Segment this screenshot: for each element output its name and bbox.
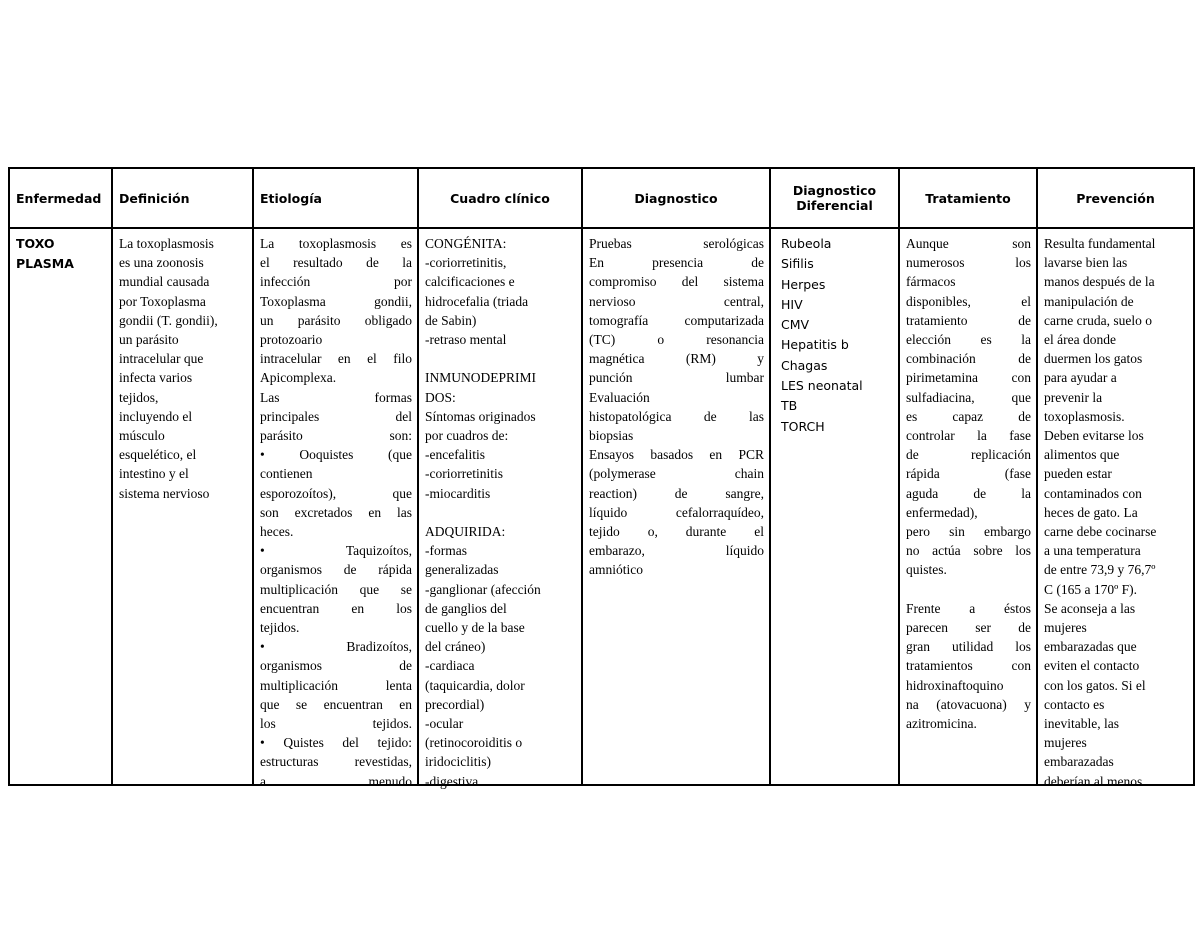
etiologia-line: • Ooquistes (que: [260, 447, 412, 463]
diagnostico-line: biopsias: [589, 428, 634, 444]
diagnostico-line: (polymerase chain: [589, 466, 764, 482]
cell-tratamiento: [899, 228, 1037, 785]
tratamiento-line: sulfadiacina, que: [906, 389, 1031, 405]
prevencion-line: embarazadas que: [1044, 639, 1137, 655]
tratamiento-line: na (atovacuona) y: [906, 696, 1031, 712]
header-cuadro-clinico: Cuadro clínico: [418, 168, 582, 228]
definicion-line: esquelético, el: [119, 447, 197, 463]
definicion-line: incluyendo el: [119, 408, 193, 424]
prevencion-line: de entre 73,9 y 76,7º: [1044, 562, 1156, 578]
cuadro-clinico-line: de Sabin): [425, 312, 477, 328]
prevencion-line: a una temperatura: [1044, 543, 1141, 559]
definicion-line: intestino y el: [119, 466, 189, 482]
cell-etiologia: [253, 228, 418, 789]
definicion-line: intracelular que: [119, 351, 204, 367]
header-tratamiento: Tratamiento: [899, 168, 1037, 228]
tratamiento-line: enfermedad),: [906, 504, 978, 520]
definicion-line: un parásito: [119, 332, 179, 348]
cell-enfermedad: [9, 228, 112, 785]
diagnostico-line: líquido cefalorraquídeo,: [589, 504, 764, 520]
tratamiento-line: elección es la: [906, 332, 1031, 348]
cuadro-clinico-line: cuello y de la base: [425, 620, 525, 636]
tratamiento-line: gran utilidad los: [906, 639, 1031, 655]
diagnostico-diferencial-line: CMV: [781, 317, 810, 333]
cuadro-clinico-line: (retinocoroiditis o: [425, 735, 523, 751]
diagnostico-diferencial-line: LES neonatal: [781, 378, 863, 394]
cuadro-clinico-line: iridociclitis): [425, 754, 491, 770]
etiologia-line: heces.: [260, 524, 294, 540]
prevencion-line: inevitable, las: [1044, 716, 1119, 732]
cuadro-clinico-line: -coriorretinitis: [425, 466, 503, 482]
diagnostico-diferencial-line: TORCH: [781, 418, 825, 434]
etiologia-line: contienen: [260, 466, 313, 482]
etiologia-line: organismos de: [260, 658, 412, 674]
definicion-line: es una zoonosis: [119, 255, 204, 271]
prevencion-line: manipulación de: [1044, 293, 1134, 309]
cuadro-clinico-line: -miocarditis: [425, 485, 491, 501]
etiologia-line: tejidos.: [260, 620, 300, 636]
tratamiento-line: Frente a éstos: [906, 600, 1031, 616]
prevencion-line: mujeres: [1044, 735, 1087, 751]
diagnostico-diferencial-line: Hepatitis b: [781, 337, 849, 353]
tratamiento-line: no actúa sobre los: [906, 543, 1031, 559]
cell-diagnostico: [582, 228, 770, 785]
cuadro-clinico-line: -encefalitis: [425, 447, 485, 463]
diagnostico-line: punción lumbar: [589, 370, 764, 386]
diagnostico-line: Pruebas serológicas: [589, 236, 764, 251]
cuadro-clinico-line: -formas: [425, 543, 467, 559]
prevencion-line: eviten el contacto: [1044, 658, 1140, 674]
diagnostico-line: magnética (RM) y: [589, 351, 764, 367]
etiologia-line: los tejidos.: [260, 716, 412, 732]
etiologia-line: principales del: [260, 408, 412, 424]
etiologia-line: esporozoítos), que: [260, 485, 412, 501]
etiologia-line: Las formas: [260, 389, 412, 405]
tratamiento-line: rápida (fase: [906, 466, 1031, 482]
tratamiento-line: azitromicina.: [906, 716, 977, 732]
prevencion-line: carne cruda, suelo o: [1044, 312, 1152, 328]
blank-line: [425, 503, 576, 522]
prevencion-line: C (165 a 170º F).: [1044, 581, 1138, 597]
etiologia-line: a menudo: [260, 773, 412, 789]
tratamiento-line: aguda de la: [906, 485, 1031, 501]
tratamiento-line: parecen ser de: [906, 620, 1031, 636]
definicion-line: sistema nervioso: [119, 485, 210, 501]
prevencion-line: con los gatos. Si el: [1044, 677, 1146, 693]
cuadro-clinico-line: ADQUIRIDA:: [425, 524, 506, 540]
enfermedad-line: TOXO: [16, 236, 55, 251]
diagnostico-diferencial-line: Chagas: [781, 357, 828, 373]
tratamiento-line: pirimetamina con: [906, 370, 1031, 386]
tratamiento-line: hidroxinaftoquino: [906, 677, 1004, 693]
blank-line: [906, 580, 1031, 599]
diagnostico-line: tomografía computarizada: [589, 312, 764, 328]
cuadro-clinico-line: del cráneo): [425, 639, 486, 655]
cuadro-clinico-line: CONGÉNITA:: [425, 236, 507, 251]
etiologia-line: organismos de rápida: [260, 562, 412, 578]
prevencion-line: contacto es: [1044, 696, 1105, 712]
definicion-line: tejidos,: [119, 389, 159, 405]
prevencion-line: para ayudar a: [1044, 370, 1117, 386]
diagnostico-diferencial-line: Rubeola: [781, 236, 832, 251]
diagnostico-diferencial-line: Sifilis: [781, 256, 814, 272]
etiologia-line: el resultado de la: [260, 255, 412, 271]
diagnostico-line: reaction) de sangre,: [589, 485, 764, 501]
header-enfermedad: Enfermedad: [9, 168, 112, 228]
etiologia-line: La toxoplasmosis es: [260, 236, 412, 251]
cuadro-clinico-line: -ganglionar (afección: [425, 581, 541, 597]
diagnostico-line: amniótico: [589, 562, 643, 578]
prevencion-line: Se aconseja a las: [1044, 600, 1136, 616]
etiologia-line: estructuras revestidas,: [260, 754, 412, 770]
tratamiento-line: pero sin embargo: [906, 524, 1031, 540]
disease-table: [8, 167, 1195, 789]
tratamiento-line: tratamiento de: [906, 312, 1031, 328]
diagnostico-line: compromiso del sistema: [589, 274, 764, 290]
cuadro-clinico-line: -coriorretinitis,: [425, 255, 507, 271]
prevencion-line: duermen los gatos: [1044, 351, 1143, 367]
prevencion-line: contaminados con: [1044, 485, 1142, 501]
prevencion-line: manos después de la: [1044, 274, 1155, 290]
etiologia-line: son excretados en las: [260, 504, 412, 520]
tratamiento-line: fármacos: [906, 274, 956, 290]
etiologia-line: encuentran en los: [260, 600, 412, 616]
prevencion-line: Resulta fundamental: [1044, 236, 1156, 251]
header-prevencion: Prevención: [1037, 168, 1194, 228]
prevencion-line: deberían al menos: [1044, 773, 1143, 789]
cuadro-clinico-line: INMUNODEPRIMI: [425, 370, 536, 386]
cuadro-clinico-line: generalizadas: [425, 562, 499, 578]
etiologia-line: • Quistes del tejido:: [260, 735, 412, 751]
tratamiento-line: Aunque son: [906, 236, 1031, 251]
prevencion-line: Deben evitarse los: [1044, 428, 1144, 444]
etiologia-line: multiplicación lenta: [260, 677, 412, 693]
prevencion-line: embarazadas: [1044, 754, 1114, 770]
prevencion-line: carne debe cocinarse: [1044, 524, 1157, 540]
etiologia-line: que se encuentran en: [260, 696, 412, 712]
enfermedad-line: PLASMA: [16, 256, 74, 272]
diagnostico-line: Ensayos basados en PCR: [589, 447, 764, 463]
diagnostico-diferencial-line: TB: [781, 398, 798, 414]
header-diagnostico-diferencial: Diagnostico Diferencial: [770, 168, 899, 228]
tratamiento-line: numerosos los: [906, 255, 1031, 271]
definicion-line: por Toxoplasma: [119, 293, 206, 309]
definicion-line: infecta varios: [119, 370, 193, 386]
definicion-line: mundial causada: [119, 274, 210, 290]
cuadro-clinico-line: DOS:: [425, 389, 456, 405]
prevencion-line: el área donde: [1044, 332, 1116, 348]
etiologia-line: multiplicación que se: [260, 581, 412, 597]
tratamiento-line: controlar la fase: [906, 428, 1031, 444]
etiologia-line: Apicomplexa.: [260, 370, 337, 386]
cuadro-clinico-line: precordial): [425, 696, 485, 712]
cuadro-clinico-line: -cardiaca: [425, 658, 475, 674]
header-row: [9, 168, 1194, 228]
etiologia-line: un parásito obligado: [260, 312, 412, 328]
etiologia-line: • Taquizoítos,: [260, 543, 412, 559]
cuadro-clinico-line: -digestiva: [425, 773, 479, 789]
diagnostico-line: embarazo, líquido: [589, 543, 764, 559]
diagnostico-line: nervioso central,: [589, 293, 764, 309]
cuadro-clinico-line: Síntomas originados: [425, 408, 536, 424]
definicion-line: La toxoplasmosis: [119, 236, 214, 251]
cell-prevencion: [1037, 228, 1194, 789]
etiologia-line: protozoario: [260, 332, 323, 348]
tratamiento-line: tratamientos con: [906, 658, 1031, 674]
tratamiento-line: combinación de: [906, 351, 1031, 367]
table-row: [9, 228, 1194, 785]
prevencion-line: mujeres: [1044, 620, 1087, 636]
header-definicion: Definición: [112, 168, 253, 228]
tratamiento-line: quistes.: [906, 562, 947, 578]
definicion-line: gondii (T. gondii),: [119, 312, 218, 328]
diagnostico-line: tejido o, durante el: [589, 524, 764, 540]
cell-cuadro-clinico: [418, 228, 582, 789]
etiologia-line: parásito son:: [260, 428, 412, 444]
prevencion-line: alimentos que: [1044, 447, 1120, 463]
cell-definicion: [112, 228, 253, 785]
prevencion-line: toxoplasmosis.: [1044, 408, 1125, 424]
header-diagnostico: Diagnostico: [582, 168, 770, 228]
prevencion-line: heces de gato. La: [1044, 504, 1138, 520]
tratamiento-line: disponibles, el: [906, 293, 1031, 309]
diagnostico-line: (TC) o resonancia: [589, 332, 764, 348]
etiologia-line: • Bradizoítos,: [260, 639, 412, 655]
header-etiologia: Etiología: [253, 168, 418, 228]
diagnostico-line: Evaluación: [589, 389, 650, 405]
etiologia-line: Toxoplasma gondii,: [260, 293, 412, 309]
tratamiento-line: es capaz de: [906, 408, 1031, 424]
definicion-line: músculo: [119, 428, 165, 444]
cuadro-clinico-line: (taquicardia, dolor: [425, 677, 525, 693]
tratamiento-line: de replicación: [906, 447, 1031, 463]
prevencion-line: pueden estar: [1044, 466, 1112, 482]
diagnostico-line: En presencia de: [589, 255, 764, 271]
cuadro-clinico-line: hidrocefalia (triada: [425, 293, 529, 309]
cuadro-clinico-line: calcificaciones e: [425, 274, 515, 290]
blank-line: [425, 349, 576, 368]
diagnostico-line: histopatológica de las: [589, 408, 764, 424]
cell-diagnostico-diferencial: [770, 228, 899, 785]
etiologia-line: intracelular en el filo: [260, 351, 412, 367]
cuadro-clinico-line: por cuadros de:: [425, 428, 509, 444]
diagnostico-diferencial-line: Herpes: [781, 276, 826, 292]
cuadro-clinico-line: de ganglios del: [425, 600, 507, 616]
prevencion-line: lavarse bien las: [1044, 255, 1128, 271]
diagnostico-diferencial-line: HIV: [781, 296, 803, 312]
cuadro-clinico-line: -retraso mental: [425, 332, 507, 348]
prevencion-line: prevenir la: [1044, 389, 1103, 405]
cuadro-clinico-line: -ocular: [425, 716, 464, 732]
etiologia-line: infección por: [260, 274, 412, 290]
